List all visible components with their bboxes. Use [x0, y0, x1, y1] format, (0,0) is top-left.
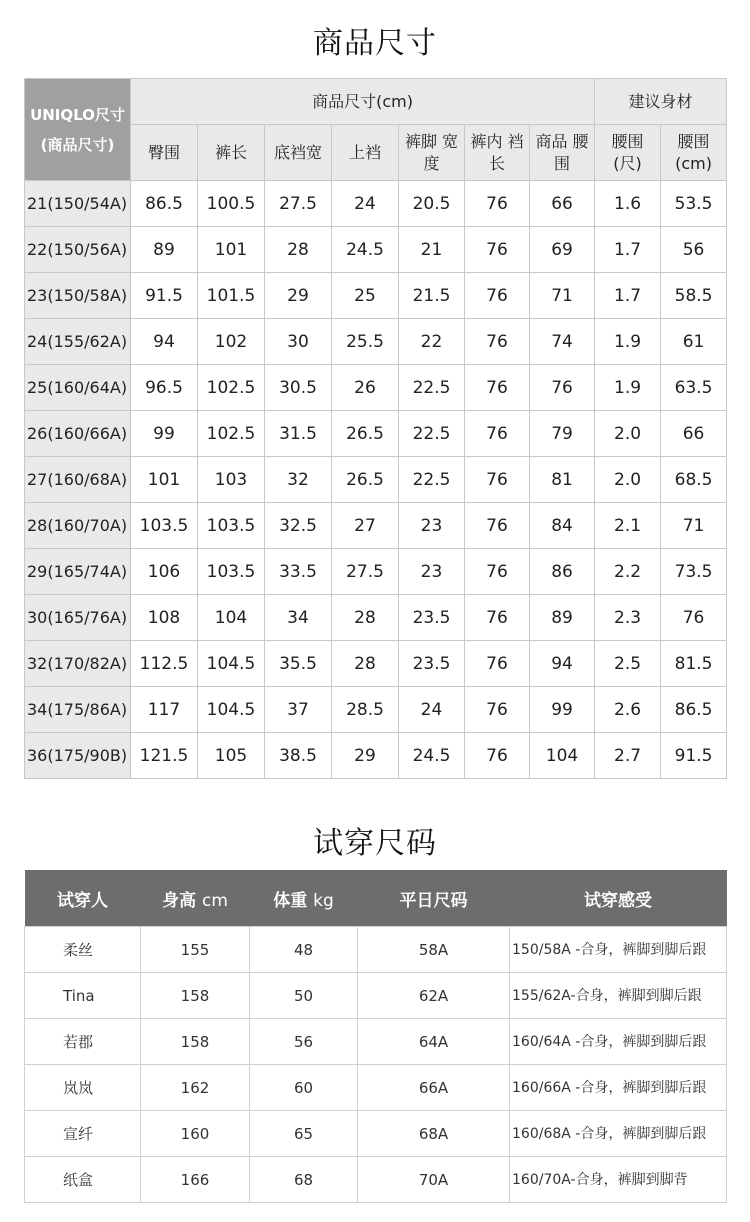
table-cell: 76 [465, 273, 530, 319]
table-cell: 105 [198, 733, 265, 779]
table-cell: 96.5 [131, 365, 198, 411]
table-cell: 103.5 [198, 503, 265, 549]
table-row [25, 549, 727, 595]
header-weight: 体重 kg [250, 870, 358, 927]
table-cell: 102.5 [198, 411, 265, 457]
table-cell: 68.5 [661, 457, 727, 503]
weight-cell: 56 [250, 1019, 358, 1065]
table-cell: 22.5 [399, 365, 465, 411]
table-cell: 33.5 [265, 549, 332, 595]
table-row [25, 1065, 727, 1111]
table-row [25, 733, 727, 779]
table-cell: 24 [332, 181, 399, 227]
header-feel: 试穿感受 [510, 870, 727, 927]
table-cell: 76 [661, 595, 727, 641]
size-label: 30(165/76A) [25, 595, 131, 641]
table-row [25, 457, 727, 503]
size-label: 28(160/70A) [25, 503, 131, 549]
table-cell: 21 [399, 227, 465, 273]
weight-cell: 50 [250, 973, 358, 1019]
table-cell: 29 [332, 733, 399, 779]
table-row [25, 365, 727, 411]
table-cell: 71 [661, 503, 727, 549]
table-cell: 26.5 [332, 457, 399, 503]
table-cell: 86 [530, 549, 595, 595]
table-cell: 94 [530, 641, 595, 687]
table-row [25, 927, 727, 973]
header-height: 身高 cm [141, 870, 250, 927]
table-cell: 23 [399, 549, 465, 595]
table-row [25, 641, 727, 687]
weight-cell: 60 [250, 1065, 358, 1111]
table-row [25, 1019, 727, 1065]
table-row [25, 319, 727, 365]
table-cell: 76 [465, 503, 530, 549]
table-cell: 94 [131, 319, 198, 365]
table-cell: 101.5 [198, 273, 265, 319]
table-cell: 99 [131, 411, 198, 457]
table-cell: 76 [465, 687, 530, 733]
table-cell: 2.3 [595, 595, 661, 641]
table-cell: 76 [465, 549, 530, 595]
table-cell: 61 [661, 319, 727, 365]
size-label: 23(150/58A) [25, 273, 131, 319]
usual-size-cell: 64A [358, 1019, 510, 1065]
table-cell: 23.5 [399, 595, 465, 641]
table-cell: 69 [530, 227, 595, 273]
table-cell: 2.0 [595, 411, 661, 457]
table-cell: 26.5 [332, 411, 399, 457]
table-cell: 66 [530, 181, 595, 227]
column-header: 臀围 [131, 125, 198, 181]
column-header: 上裆 [332, 125, 399, 181]
table-cell: 73.5 [661, 549, 727, 595]
table-cell: 100.5 [198, 181, 265, 227]
weight-cell: 65 [250, 1111, 358, 1157]
table-cell: 102.5 [198, 365, 265, 411]
feel-cell: 160/70A-合身，裤脚到脚背 [510, 1157, 727, 1203]
table-cell: 30.5 [265, 365, 332, 411]
table-cell: 26 [332, 365, 399, 411]
table-cell: 86.5 [131, 181, 198, 227]
size-chart-table [24, 78, 727, 779]
table-cell: 71 [530, 273, 595, 319]
table-cell: 2.2 [595, 549, 661, 595]
fitting-section-title: 试穿尺码 [313, 826, 437, 861]
table-row [25, 503, 727, 549]
height-cell: 162 [141, 1065, 250, 1111]
feel-cell: 160/68A -合身，裤脚到脚后跟 [510, 1111, 727, 1157]
table-cell: 102 [198, 319, 265, 365]
table-cell: 23 [399, 503, 465, 549]
table-cell: 58.5 [661, 273, 727, 319]
table-row [25, 411, 727, 457]
table-cell: 22.5 [399, 457, 465, 503]
header-person: 试穿人 [25, 870, 141, 927]
feel-cell: 160/64A -合身，裤脚到脚后跟 [510, 1019, 727, 1065]
table-cell: 32 [265, 457, 332, 503]
table-cell: 76 [465, 181, 530, 227]
table-row [25, 1157, 727, 1203]
fitter-name: 纸盒 [25, 1157, 141, 1203]
table-row [25, 973, 727, 1019]
table-cell: 31.5 [265, 411, 332, 457]
table-cell: 63.5 [661, 365, 727, 411]
table-cell: 28 [332, 595, 399, 641]
table-cell: 56 [661, 227, 727, 273]
feel-cell: 150/58A -合身，裤脚到脚后跟 [510, 927, 727, 973]
table-cell: 27.5 [332, 549, 399, 595]
table-cell: 34 [265, 595, 332, 641]
size-label: 21(150/54A) [25, 181, 131, 227]
table-row [25, 273, 727, 319]
table-cell: 2.1 [595, 503, 661, 549]
size-label: 36(175/90B) [25, 733, 131, 779]
height-cell: 160 [141, 1111, 250, 1157]
table-cell: 22.5 [399, 411, 465, 457]
table-cell: 24 [399, 687, 465, 733]
table-cell: 28 [265, 227, 332, 273]
height-cell: 158 [141, 973, 250, 1019]
size-label: 27(160/68A) [25, 457, 131, 503]
table-cell: 1.7 [595, 227, 661, 273]
size-label: 22(150/56A) [25, 227, 131, 273]
table-cell: 76 [465, 457, 530, 503]
table-cell: 101 [198, 227, 265, 273]
table-cell: 29 [265, 273, 332, 319]
table-cell: 104 [530, 733, 595, 779]
column-header: 腰围 (尺) [595, 125, 661, 181]
table-cell: 35.5 [265, 641, 332, 687]
column-header: 商品 腰围 [530, 125, 595, 181]
page-title: 商品尺寸 [313, 26, 437, 61]
table-cell: 86.5 [661, 687, 727, 733]
table-cell: 112.5 [131, 641, 198, 687]
table-cell: 106 [131, 549, 198, 595]
table-cell: 24.5 [399, 733, 465, 779]
table-cell: 23.5 [399, 641, 465, 687]
height-cell: 155 [141, 927, 250, 973]
table-cell: 103.5 [198, 549, 265, 595]
table-cell: 30 [265, 319, 332, 365]
table-row [25, 595, 727, 641]
fitter-name: Tina [25, 973, 141, 1019]
table-cell: 104.5 [198, 641, 265, 687]
table-cell: 104 [198, 595, 265, 641]
table-cell: 81 [530, 457, 595, 503]
table-row [25, 227, 727, 273]
table-cell: 2.0 [595, 457, 661, 503]
table-cell: 28 [332, 641, 399, 687]
size-corner-header: UNIQLO尺寸 (商品尺寸) [25, 79, 131, 181]
table-cell: 117 [131, 687, 198, 733]
table-cell: 27 [332, 503, 399, 549]
size-label: 32(170/82A) [25, 641, 131, 687]
usual-size-cell: 68A [358, 1111, 510, 1157]
table-cell: 91.5 [131, 273, 198, 319]
table-cell: 21.5 [399, 273, 465, 319]
fitter-name: 宣纤 [25, 1111, 141, 1157]
table-cell: 32.5 [265, 503, 332, 549]
table-cell: 27.5 [265, 181, 332, 227]
table-cell: 38.5 [265, 733, 332, 779]
table-cell: 89 [131, 227, 198, 273]
table-cell: 2.7 [595, 733, 661, 779]
table-cell: 76 [465, 319, 530, 365]
weight-cell: 48 [250, 927, 358, 973]
feel-cell: 155/62A-合身，裤脚到脚后跟 [510, 973, 727, 1019]
table-cell: 76 [465, 227, 530, 273]
table-cell: 28.5 [332, 687, 399, 733]
fitter-name: 柔丝 [25, 927, 141, 973]
table-row [25, 181, 727, 227]
height-cell: 158 [141, 1019, 250, 1065]
size-label: 34(175/86A) [25, 687, 131, 733]
table-cell: 24.5 [332, 227, 399, 273]
table-cell: 89 [530, 595, 595, 641]
table-cell: 1.7 [595, 273, 661, 319]
table-cell: 2.5 [595, 641, 661, 687]
column-header: 裤长 [198, 125, 265, 181]
table-cell: 20.5 [399, 181, 465, 227]
table-cell: 76 [465, 365, 530, 411]
usual-size-cell: 70A [358, 1157, 510, 1203]
group-header-product-size: 商品尺寸(cm) [131, 79, 595, 125]
table-cell: 1.6 [595, 181, 661, 227]
weight-cell: 68 [250, 1157, 358, 1203]
column-header: 底裆宽 [265, 125, 332, 181]
size-label: 25(160/64A) [25, 365, 131, 411]
fitting-table [24, 870, 727, 1203]
table-cell: 79 [530, 411, 595, 457]
table-cell: 91.5 [661, 733, 727, 779]
table-cell: 2.6 [595, 687, 661, 733]
table-cell: 76 [465, 595, 530, 641]
table-cell: 1.9 [595, 319, 661, 365]
table-cell: 81.5 [661, 641, 727, 687]
table-cell: 103 [198, 457, 265, 503]
table-cell: 101 [131, 457, 198, 503]
table-cell: 25 [332, 273, 399, 319]
table-cell: 121.5 [131, 733, 198, 779]
table-cell: 84 [530, 503, 595, 549]
header-usual-size: 平日尺码 [358, 870, 510, 927]
height-cell: 166 [141, 1157, 250, 1203]
table-cell: 66 [661, 411, 727, 457]
feel-cell: 160/66A -合身，裤脚到脚后跟 [510, 1065, 727, 1111]
fitter-name: 岚岚 [25, 1065, 141, 1111]
table-cell: 108 [131, 595, 198, 641]
table-cell: 53.5 [661, 181, 727, 227]
table-cell: 103.5 [131, 503, 198, 549]
usual-size-cell: 58A [358, 927, 510, 973]
table-cell: 22 [399, 319, 465, 365]
size-label: 26(160/66A) [25, 411, 131, 457]
table-cell: 99 [530, 687, 595, 733]
size-label: 24(155/62A) [25, 319, 131, 365]
column-header: 裤脚 宽度 [399, 125, 465, 181]
table-cell: 74 [530, 319, 595, 365]
usual-size-cell: 62A [358, 973, 510, 1019]
fitter-name: 若郡 [25, 1019, 141, 1065]
table-row [25, 687, 727, 733]
table-cell: 25.5 [332, 319, 399, 365]
table-cell: 104.5 [198, 687, 265, 733]
table-cell: 76 [465, 411, 530, 457]
table-cell: 76 [530, 365, 595, 411]
column-header: 腰围 (cm) [661, 125, 727, 181]
column-header: 裤内 裆长 [465, 125, 530, 181]
table-cell: 1.9 [595, 365, 661, 411]
group-header-recommended-body: 建议身材 [595, 79, 727, 125]
table-cell: 76 [465, 641, 530, 687]
usual-size-cell: 66A [358, 1065, 510, 1111]
table-cell: 37 [265, 687, 332, 733]
table-cell: 76 [465, 733, 530, 779]
size-label: 29(165/74A) [25, 549, 131, 595]
table-row [25, 1111, 727, 1157]
